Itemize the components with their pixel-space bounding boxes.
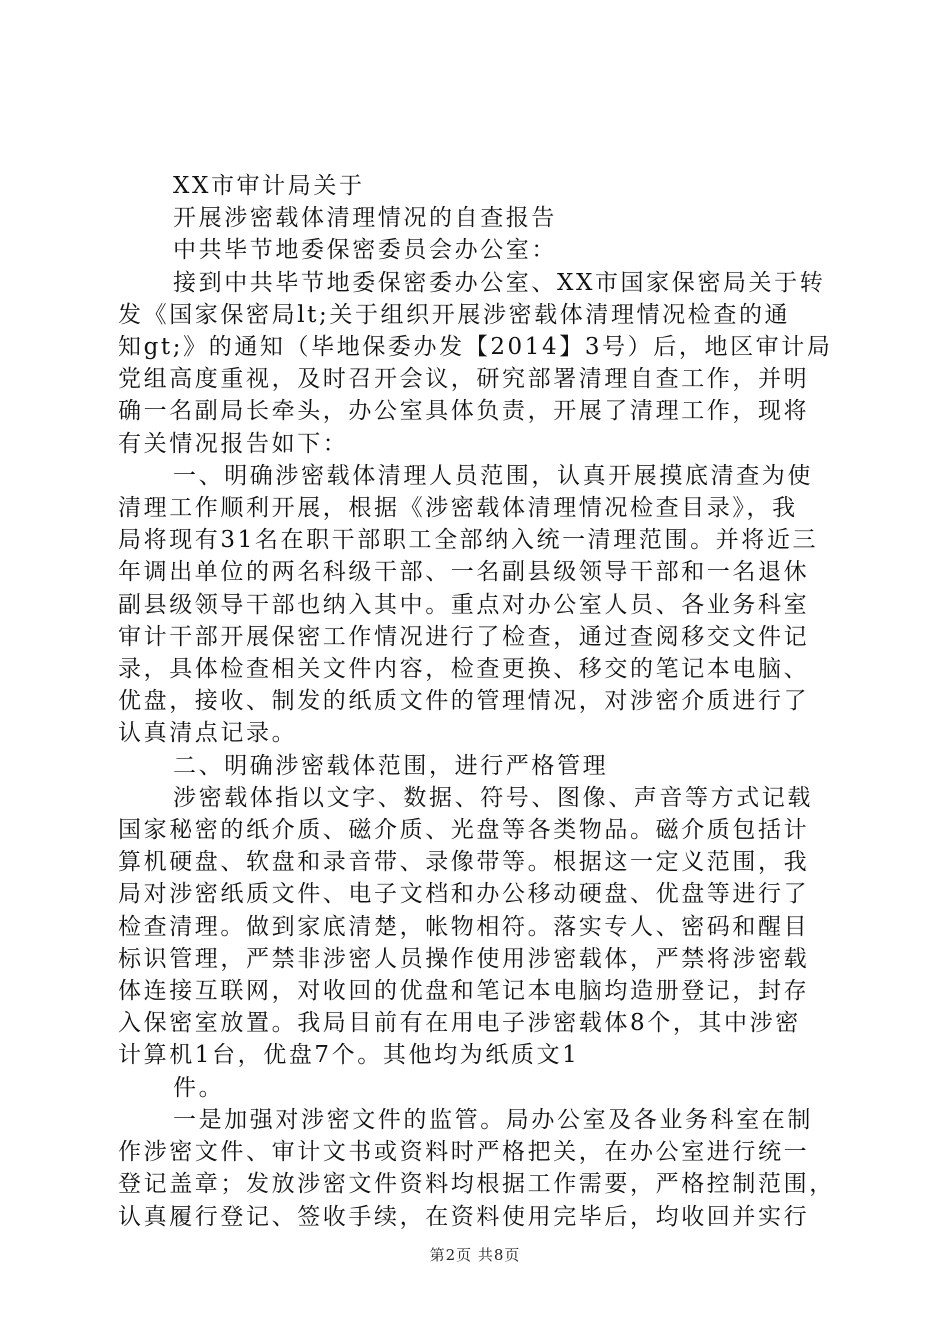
- body-line: 体连接互联网，对收回的优盘和笔记本电脑均造册登记，封存: [118, 978, 810, 1005]
- body-line: 登记盖章；发放涉密文件资料均根据工作需要，严格控制范围，: [118, 1171, 835, 1198]
- section-2-heading: 二、明确涉密载体范围，进行严格管理: [173, 752, 609, 779]
- document-body: [118, 170, 834, 1233]
- body-line: 一是加强对涉密文件的监管。局办公室及各业务科室在制: [173, 1106, 813, 1133]
- body-line: 优盘，接收、制发的纸质文件的管理情况，对涉密介质进行了: [118, 688, 810, 715]
- body-line: 涉密载体指以文字、数据、符号、图像、声音等方式记载: [173, 784, 813, 811]
- body-line: 副县级领导干部也纳入其中。重点对办公室人员、各业务科室: [118, 591, 810, 618]
- body-line: 局将现有31名在职干部职工全部纳入统一清理范围。并将近三: [118, 527, 819, 554]
- body-line: 标识管理，严禁非涉密人员操作使用涉密载体，严禁将涉密载: [118, 945, 810, 972]
- body-line: 检查清理。做到家底清楚，帐物相符。落实专人、密码和醒目: [118, 913, 810, 940]
- body-line: 算机硬盘、软盘和录音带、录像带等。根据这一定义范围，我: [118, 849, 810, 876]
- body-line: 作涉密文件、审计文书或资料时严格把关，在办公室进行统一: [118, 1139, 810, 1166]
- body-line: 件。: [173, 1074, 225, 1101]
- body-line: 党组高度重视，及时召开会议，研究部署清理自查工作，并明: [118, 366, 810, 393]
- body-line: 有关情况报告如下：: [118, 430, 349, 457]
- body-line: 接到中共毕节地委保密委办公室、XX市国家保密局关于转: [173, 269, 826, 296]
- section-1-heading: 一、明确涉密载体清理人员范围，认真开展摸底清查为使: [173, 462, 813, 489]
- body-line: 发《国家保密局lt;关于组织开展涉密载体清理情况检查的通: [118, 301, 791, 328]
- title-line-2: 开展涉密载体清理情况的自查报告: [173, 205, 557, 232]
- body-line: 入保密室放置。我局目前有在用电子涉密载体8个，其中涉密: [118, 1010, 801, 1037]
- body-line: 审计干部开展保密工作情况进行了检查，通过查阅移交文件记: [118, 623, 810, 650]
- page-footer: [0, 1244, 950, 1265]
- body-line: 确一名副局长牵头，办公室具体负责，开展了清理工作，现将: [118, 398, 810, 425]
- body-line: 认真履行登记、签收手续，在资料使用完毕后，均收回并实行: [118, 1203, 810, 1230]
- body-line: 国家秘密的纸介质、磁介质、光盘等各类物品。磁介质包括计: [118, 817, 810, 844]
- body-line: 录，具体检查相关文件内容，检查更换、移交的笔记本电脑、: [118, 656, 810, 683]
- page-number: 第2页 共8页: [429, 1246, 521, 1264]
- title-line-1: XX市审计局关于: [173, 173, 365, 199]
- body-line: 局对涉密纸质文件、电子文档和办公移动硬盘、优盘等进行了: [118, 881, 810, 908]
- body-line: 清理工作顺利开展，根据《涉密载体清理情况检查目录》，我: [118, 495, 798, 522]
- body-line: 认真清点记录。: [118, 720, 298, 747]
- addressee: 中共毕节地委保密委员会办公室：: [173, 237, 557, 264]
- body-line: 年调出单位的两名科级干部、一名副县级领导干部和一名退休: [118, 559, 810, 586]
- body-line: 计算机1台，优盘7个。其他均为纸质文1: [118, 1042, 580, 1069]
- body-line: 知gt;》的通知（毕地保委办发【2014】3号）后，地区审计局: [118, 334, 833, 361]
